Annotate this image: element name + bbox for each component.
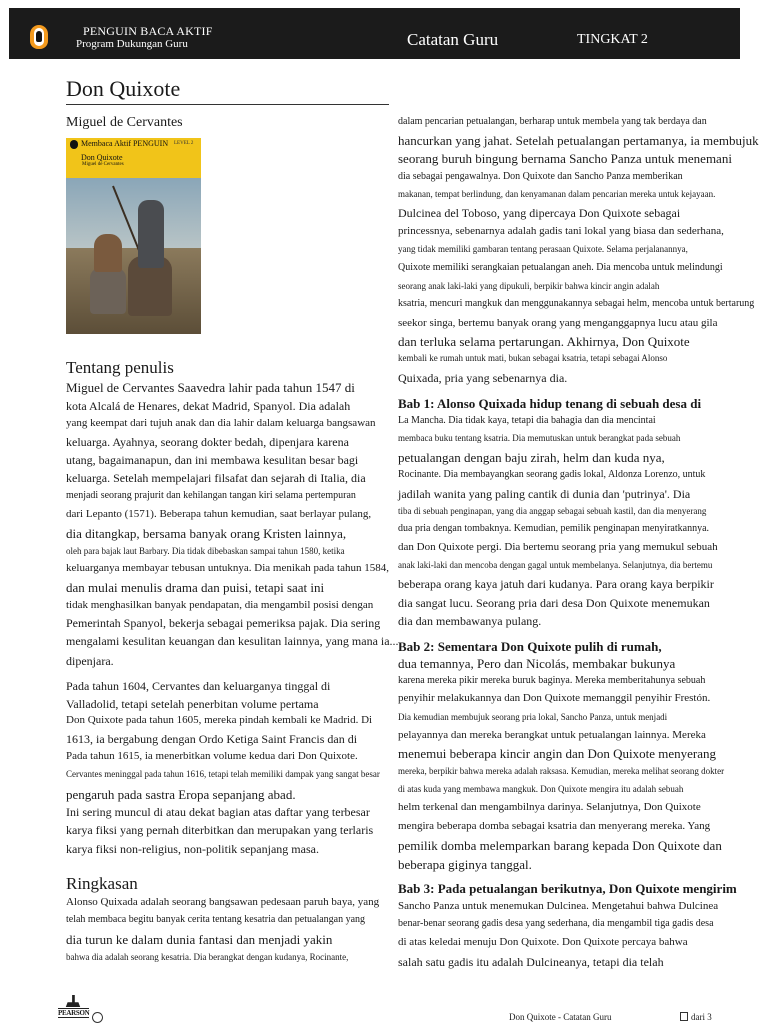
- cover-title: Don Quixote: [81, 153, 123, 162]
- chapter1-line: dan Don Quixote pergi. Dia bertemu seorang pria yang memukul sebuah: [398, 541, 718, 553]
- about-author-heading: Tentang penulis: [66, 358, 174, 377]
- chapter3-line: salah satu gadis itu adalah Dulcineanya, tetapi dia telah: [398, 955, 664, 969]
- cover-knight: [138, 200, 164, 268]
- chapter1-line: La Mancha. Dia tidak kaya, tetapi dia bahagia dan dia mencintai: [398, 415, 656, 426]
- brand-line2: Program Dukungan Guru: [76, 38, 188, 50]
- book-cover-image: [66, 138, 201, 334]
- chapter1-line: anak laki-laki dan mencoba dengan gagal untuk membelanya. Selanjutnya, dia bertemu: [398, 560, 713, 570]
- intro-line: yang tidak memiliki gambaran tentang perasaan Quixote. Selama perjalanannya,: [398, 244, 688, 254]
- intro-line: dalam pencarian petualangan, berharap untuk membela yang tak berdaya dan: [398, 116, 707, 127]
- chapter3-heading: Bab 3: Pada petualangan berikutnya, Don Quixote mengirim: [398, 881, 737, 896]
- cover-donkey: [90, 268, 126, 314]
- cover-author: Miguel de Cervantes: [82, 162, 124, 167]
- summary-line: telah membaca begitu banyak cerita tentang kesatria dan petualangan yang: [66, 914, 366, 925]
- chapter2-line: pemilik domba melemparkan barang kepada Don Quixote dan: [398, 838, 722, 853]
- publisher-name: PEARSON: [58, 1009, 90, 1017]
- ship-icon: [64, 995, 82, 1007]
- intro-line: Dulcinea del Toboso, yang dipercaya Don Quixote sebagai: [398, 206, 681, 220]
- about-line: dia ditangkap, bersama banyak orang Kristen lainnya,: [66, 526, 347, 541]
- chapter1-line: jadilah wanita yang paling cantik di dunia dan 'putrinya'. Dia: [398, 487, 691, 501]
- about2-line: karya fiksi yang pernah diterbitkan dan merupakan yang terlaris: [66, 823, 374, 837]
- about2-line: Don Quixote pada tahun 1605, mereka pindah kembali ke Madrid. Di: [66, 714, 373, 726]
- chapter3-line: benar-benar seorang gadis desa yang sederhana, dia mengambil tiga gadis desa: [398, 918, 714, 929]
- chapter1-line: Rocinante. Dia membayangkan seorang gadis lokal, Aldonza Lorenzo, untuk: [398, 469, 706, 480]
- chapter2-line: beberapa giginya tanggal.: [398, 857, 532, 872]
- intro-line: ksatria, mencuri mangkuk dan menggunakannya sebagai helm, mencoba untuk bertarung: [398, 298, 755, 309]
- about-line: dipenjara.: [66, 654, 114, 668]
- title-divider: [66, 104, 389, 105]
- intro-line: seorang anak laki-laki yang dipukuli, berpikir bahwa kincir angin adalah: [398, 281, 660, 291]
- about-line: keluarganya membayar tebusan untuknya. Dia menikah pada tahun 1584,: [66, 562, 389, 574]
- chapter3-line: di atas keledai menuju Don Quixote. Don Quixote percaya bahwa: [398, 936, 688, 948]
- cover-level: LEVEL 2: [174, 141, 194, 146]
- chapter1-line: membaca buku tentang ksatria. Dia memutuskan untuk berangkat pada sebuah: [398, 433, 681, 443]
- chapter2-line: helm terkenal dan mengambilnya darinya. Selanjutnya, Don Quixote: [398, 801, 701, 813]
- intro-line: dan terluka selama pertarungan. Akhirnya, Don Quixote: [398, 334, 690, 349]
- about-line: utang, bagaimanapun, dan ini membawa kesulitan besar bagi: [66, 453, 359, 467]
- chapter1-line: dua pria dengan tombaknya. Kemudian, pemilik penginapan menyiratkannya.: [398, 523, 710, 534]
- chapter2-line: Dia kemudian membujuk seorang pria lokal, Sancho Panza, untuk menjadi: [398, 712, 668, 722]
- author-name: Miguel de Cervantes: [66, 115, 183, 130]
- about-line: dan mulai menulis drama dan puisi, tetapi saat ini: [66, 580, 325, 595]
- about2-line: pengaruh pada sastra Eropa sepanjang abad.: [66, 787, 296, 802]
- about-line: mengalami kesulitan keuangan dan kesulitan lainnya, yang mana ia...: [66, 634, 399, 648]
- about2-line: Valladolid, tetapi setelah penerbitan volume pertama: [66, 697, 319, 711]
- summary-line: dia turun ke dalam dunia fantasi dan menjadi yakin: [66, 932, 333, 947]
- intro-line: Quixote memiliki serangkaian petualangan aneh. Dia mencoba untuk melindungi: [398, 262, 723, 273]
- intro-line: makanan, tempat berlindung, dan kenyamanan dalam pencarian mereka untuk kejayaan.: [398, 189, 716, 199]
- about2-line: Pada tahun 1615, ia menerbitkan volume kedua dari Don Quixote.: [66, 750, 358, 762]
- chapter2-line: dua temannya, Pero dan Nicolás, membakar bukunya: [398, 656, 676, 671]
- header-bar: [9, 8, 740, 59]
- cover-squire: [94, 234, 122, 272]
- chapter2-heading: Bab 2: Sementara Don Quixote pulih di rumah,: [398, 639, 662, 654]
- chapter1-line: beberapa orang kaya jatuh dari kudanya. Para orang kaya berpikir: [398, 577, 714, 591]
- chapter1-heading: Bab 1: Alonso Quixada hidup tenang di sebuah desa di: [398, 396, 702, 411]
- intro-line: seekor singa, bertemu banyak orang yang menganggapnya lucu atau gila: [398, 317, 718, 329]
- page-number: [680, 1012, 712, 1022]
- penguin-logo-icon: [30, 25, 48, 49]
- cover-series: Membaca Aktif PENGUIN: [81, 139, 169, 148]
- chapter2-line: karena mereka pikir mereka buruk baginya. Mereka memberitahunya sebuah: [398, 675, 706, 686]
- intro-line: princessnya, sebenarnya adalah gadis tani lokal yang biasa dan sederhana,: [398, 225, 724, 237]
- about2-line: 1613, ia bergabung dengan Ordo Ketiga Saint Francis dan di: [66, 732, 358, 746]
- page-title: Don Quixote: [66, 76, 181, 101]
- intro-line: kembali ke rumah untuk mati, bukan sebagai ksatria, tetapi sebagai Alonso: [398, 353, 668, 363]
- chapter2-line: di atas kuda yang membawa mangkuk. Don Quixote mengira itu adalah sebuah: [398, 784, 684, 794]
- chapter2-line: mereka, berpikir bahwa mereka adalah raksasa. Kemudian, mereka melihat seorang dokter: [398, 766, 725, 776]
- about-line: keluarga. Ayahnya, seorang dokter bedah, dipenjara karena: [66, 435, 349, 449]
- about-line: Pemerintah Spanyol, bekerja sebagai pemeriksa pajak. Dia sering: [66, 616, 381, 630]
- about-line: yang keempat dari tujuh anak dan dia lahir dalam keluarga bangsawan: [66, 417, 376, 429]
- about2-line: Pada tahun 1604, Cervantes dan keluarganya tinggal di: [66, 679, 331, 693]
- about-line: menjadi seorang prajurit dan kehilangan tangan kiri selama pertempuran: [66, 490, 356, 501]
- about2-line: Ini sering muncul di atau dekat bagian atas daftar yang terbesar: [66, 805, 370, 819]
- brand-line1: PENGUIN BACA AKTIF: [83, 24, 213, 38]
- summary-heading: Ringkasan: [66, 874, 138, 893]
- cover-penguin-icon: [70, 140, 78, 149]
- footer-doc-title: Don Quixote - Catatan Guru: [509, 1012, 612, 1022]
- about-line: oleh para bajak laut Barbary. Dia tidak dibebaskan sampai tahun 1580, ketika: [66, 546, 345, 556]
- about-line: kota Alcalá de Henares, dekat Madrid, Spanyol. Dia adalah: [66, 399, 351, 413]
- about-line: dari Lepanto (1571). Beberapa tahun kemudian, saat berlayar pulang,: [66, 508, 372, 520]
- about2-line: karya fiksi non-religius, non-politik sepanjang masa.: [66, 842, 319, 856]
- chapter1-line: dia dan membawanya pulang.: [398, 614, 542, 628]
- circle-icon: [92, 1012, 103, 1023]
- summary-line: bahwa dia adalah seorang kesatria. Dia berangkat dengan kudanya, Rocinante,: [66, 952, 349, 962]
- intro-line: seorang buruh bingung bernama Sancho Panza untuk menemani: [398, 151, 732, 166]
- doc-title: Catatan Guru: [407, 30, 499, 49]
- chapter3-line: Sancho Panza untuk menemukan Dulcinea. Mengetahui bahwa Dulcinea: [398, 900, 719, 912]
- chapter2-line: penyihir melakukannya dan Don Quixote memanggil penyihir Frestón.: [398, 692, 711, 704]
- about2-line: Cervantes meninggal pada tahun 1616, tetapi telah memiliki dampak yang sangat besar: [66, 769, 380, 779]
- page-count: dari 3: [691, 1012, 712, 1022]
- page-box-icon: [680, 1012, 688, 1021]
- intro-line: hancurkan yang jahat. Setelah petualangan pertamanya, ia membujuk: [398, 133, 759, 148]
- chapter1-line: petualangan dengan baju zirah, helm dan kuda nya,: [398, 450, 665, 465]
- chapter2-line: pelayannya dan mereka berangkat untuk petualangan lainnya. Mereka: [398, 729, 706, 741]
- chapter2-line: menemui beberapa kincir angin dan Don Quixote menyerang: [398, 746, 717, 761]
- summary-line: Alonso Quixada adalah seorang bangsawan pedesaan paruh baya, yang: [66, 896, 380, 908]
- about-line: tidak menghasilkan banyak pendapatan, dia mengambil posisi dengan: [66, 599, 374, 611]
- chapter1-line: dia sangat lucu. Seorang pria dari desa Don Quixote menemukan: [398, 596, 710, 610]
- about-line: Miguel de Cervantes Saavedra lahir pada tahun 1547 di: [66, 380, 355, 395]
- intro-line: dia sebagai pengawalnya. Don Quixote dan Sancho Panza memberikan: [398, 171, 683, 182]
- level-label: TINGKAT 2: [577, 32, 648, 47]
- intro-line: Quixada, pria yang sebenarnya dia.: [398, 371, 568, 385]
- about-line: keluarga. Setelah mempelajari filsafat dan sejarah di Italia, dia: [66, 471, 366, 485]
- chapter2-line: mengira beberapa domba sebagai ksatria dan menyerang mereka. Yang: [398, 820, 711, 832]
- pearson-logo: [58, 995, 88, 1021]
- chapter1-line: tiba di sebuah penginapan, yang dia anggap sebagai sebuah kastil, dan dia menyerang: [398, 506, 707, 516]
